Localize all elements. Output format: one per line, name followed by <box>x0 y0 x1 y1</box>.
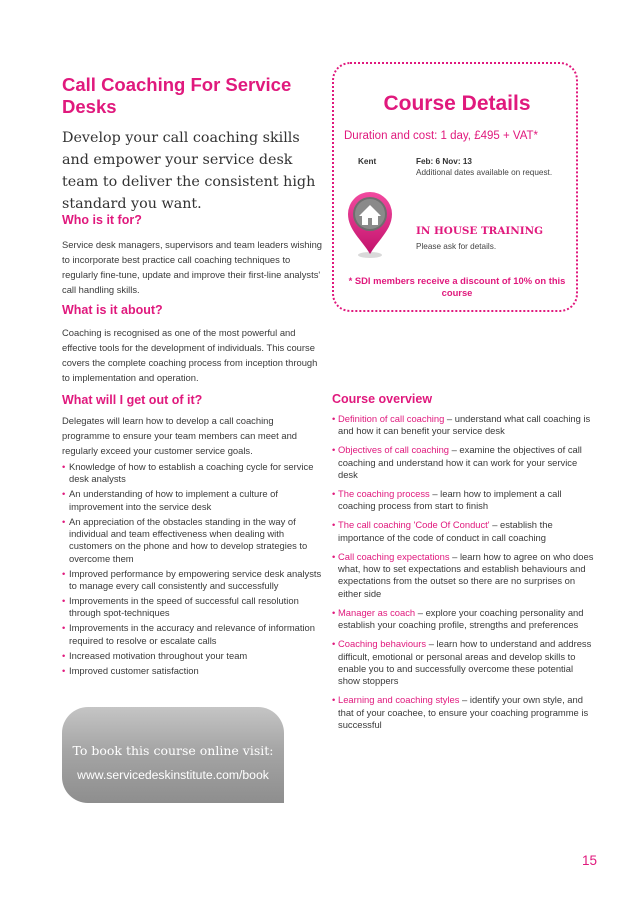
list-item <box>332 607 596 632</box>
overview-desc: – explore your coaching personality and establish your coaching profile, strengths and preferences <box>338 606 584 631</box>
inhouse-heading: IN HOUSE TRAINING <box>416 225 543 237</box>
overview-term: Learning and coaching styles <box>338 694 460 706</box>
duration-cost: Duration and cost: 1 day, £495 + VAT* <box>344 130 539 142</box>
overview-desc: – establish the importance of the code of conduct in call coaching <box>338 519 553 543</box>
list-item <box>332 638 596 688</box>
page-number: 15 <box>582 853 598 868</box>
list-item: • Increased motivation throughout your team <box>62 650 324 662</box>
what-heading: What is it about? <box>62 303 163 317</box>
what-text: Coaching is recognised as one of the most powerful and effective tools for the development of individuals. This course covers the complete coaching process from inception through to implementation and operation. <box>62 327 318 383</box>
intro-text: Develop your call coaching skills and empower your service desk team to deliver the consistent high standard you want. <box>62 130 316 212</box>
discount-note: * SDI members receive a discount of 10% on this course <box>348 275 566 298</box>
overview-term: Manager as coach <box>338 606 416 618</box>
overview-term: The coaching process <box>338 488 430 500</box>
overview-heading: Course overview <box>332 392 433 406</box>
benefits-list <box>62 461 324 680</box>
list-item: • Improvements in the speed of successful call resolution through spot-techniques <box>62 595 324 620</box>
get-text: Delegates will learn how to develop a call coaching programme to ensure your team members can meet and regularly exceed your customer service goals. <box>62 415 298 456</box>
list-item <box>332 519 596 544</box>
booking-prompt: To book this course online visit: <box>72 743 274 758</box>
get-heading: What will I get out of it? <box>62 393 203 407</box>
overview-term: The call coaching 'Code Of Conduct' <box>338 519 490 531</box>
booking-banner[interactable] <box>62 707 284 803</box>
list-item: • Improvements in the accuracy and relevance of information required to resolve or escalate calls <box>62 622 324 647</box>
booking-url-link[interactable]: www.servicedeskinstitute.com/book <box>77 768 269 782</box>
course-dates: Feb: 6 Nov: 13 <box>416 157 472 166</box>
page-title: Call Coaching For Service Desks <box>62 74 292 117</box>
overview-desc: – identify your own style, and that of your coachee, to ensure your coaching programme is successful <box>338 694 589 731</box>
overview-desc: – examine the objectives of call coaching and understand how it can work for your service desk <box>338 444 582 481</box>
course-location: Kent <box>358 157 377 166</box>
course-details-heading: Course Details <box>383 92 531 115</box>
overview-term: Objectives of call coaching <box>338 444 449 456</box>
list-item <box>332 413 596 438</box>
list-item <box>332 488 596 513</box>
house-pin-icon <box>344 188 396 260</box>
list-item <box>332 551 596 601</box>
list-item <box>332 694 596 731</box>
who-text: Service desk managers, supervisors and team leaders wishing to incorporate best practice call coaching techniques to regularly fine-tune, update and improve their first-line analysts' call handling skills. <box>62 239 323 295</box>
list-item: • Knowledge of how to establish a coaching cycle for service desk analysts <box>62 461 324 486</box>
overview-desc: – understand what call coaching is and how it can benefit your service desk <box>338 413 591 437</box>
dates-note: Additional dates available on request. <box>416 168 553 177</box>
overview-desc: – learn how to understand and address difficult, emotional or personal areas and develop skills to enable you to and successfully overcome these potential show stoppers <box>338 638 592 687</box>
overview-desc: – learn how to agree on who does what, how to set expectations and establish behaviours and expectations from the outset so there are no surprises on either side <box>338 550 594 599</box>
overview-term: Definition of call coaching <box>338 413 445 424</box>
overview-term: Coaching behaviours <box>338 638 427 650</box>
list-item: • An appreciation of the obstacles standing in the way of individual and team effectiveness when dealing with customers on the phone and how to develop strategies to overcome them <box>62 516 324 566</box>
inhouse-note: Please ask for details. <box>416 242 497 251</box>
list-item: • An understanding of how to implement a culture of improvement into the service desk <box>62 488 324 513</box>
course-details-box <box>332 62 578 312</box>
overview-list <box>332 413 596 738</box>
list-item: • Improved customer satisfaction <box>62 665 324 677</box>
who-heading: Who is it for? <box>62 213 142 227</box>
overview-term: Call coaching expectations <box>338 550 450 562</box>
list-item <box>332 444 596 481</box>
overview-desc: – learn how to implement a call coaching process from start to finish <box>338 488 562 512</box>
list-item: • Improved performance by empowering service desk analysts to manage every call consistently and successfully <box>62 568 324 593</box>
